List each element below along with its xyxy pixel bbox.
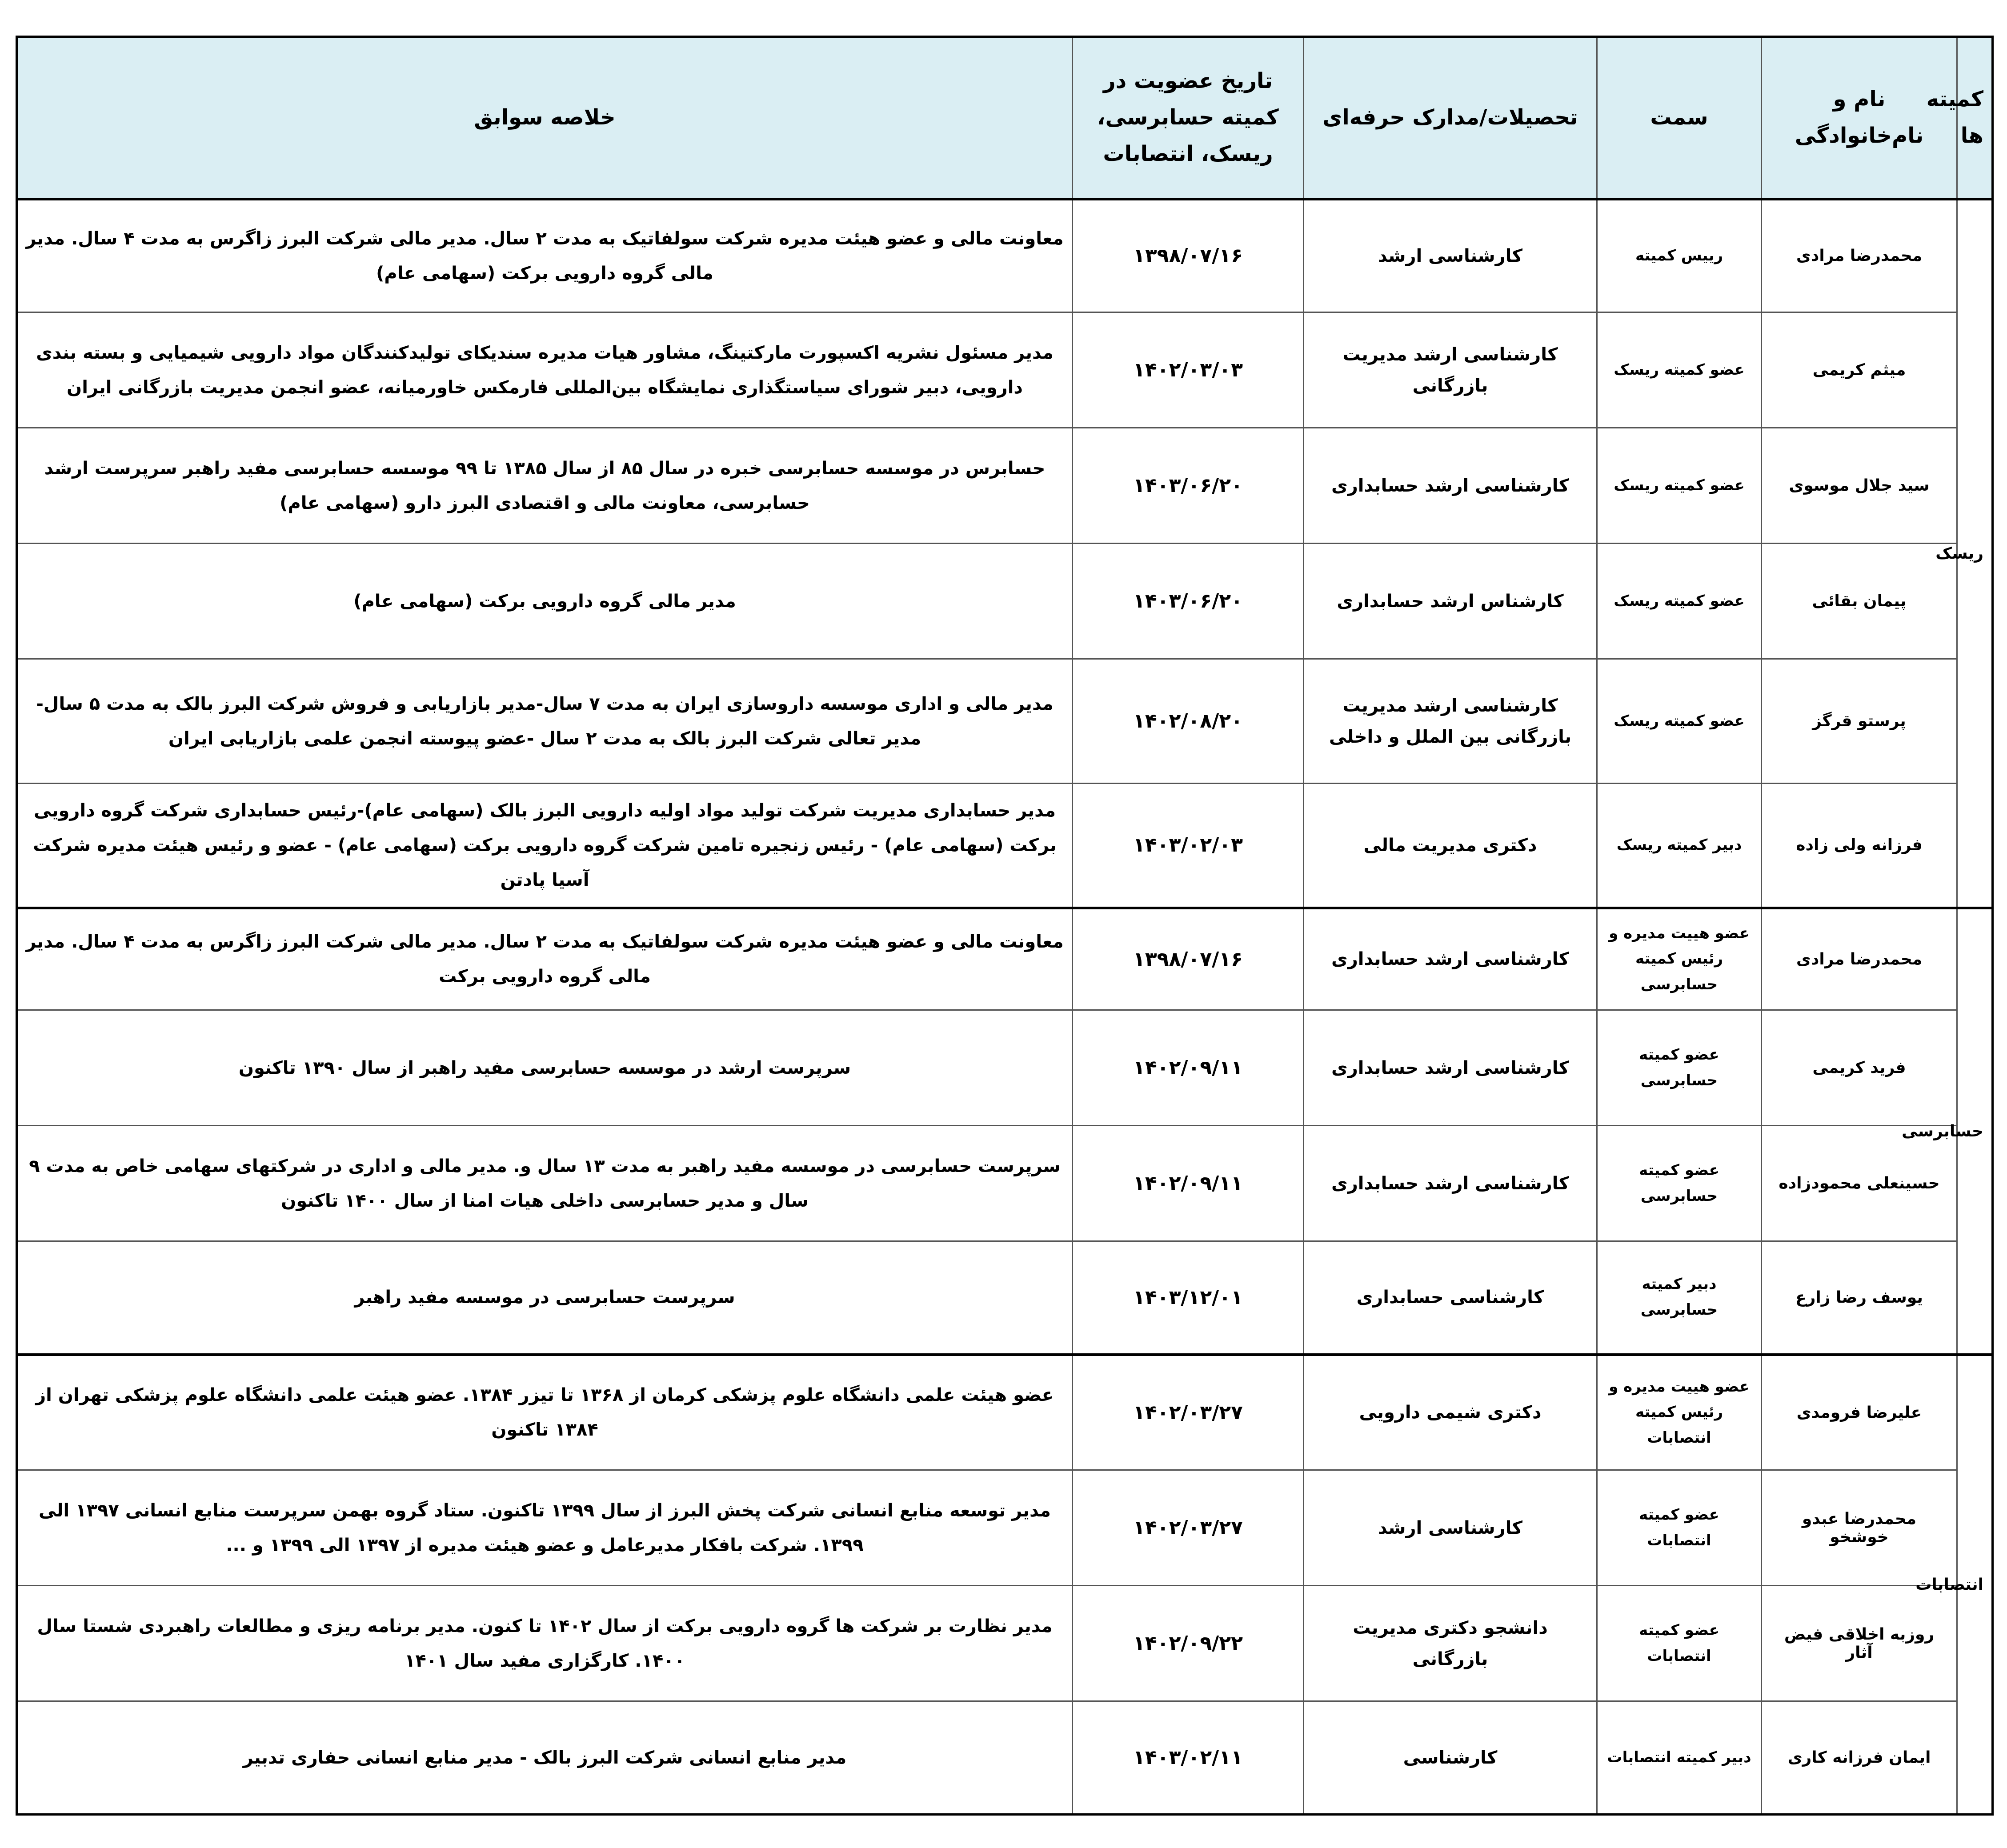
member-position: عضو کمیته ریسک	[1597, 659, 1762, 784]
member-name: محمدرضا مرادی	[1762, 199, 1957, 312]
member-date: ۱۴۰۲/۰۹/۲۲	[1073, 1586, 1304, 1701]
header-name: نام و نام‌خانوادگی	[1762, 37, 1957, 199]
member-education: کارشناسی ارشد حسابداری	[1304, 428, 1597, 544]
member-summary: سرپرست حسابرسی در موسسه مفید راهبر	[17, 1241, 1073, 1355]
member-date: ۱۴۰۲/۰۹/۱۱	[1073, 1126, 1304, 1241]
member-summary: مدیر توسعه منابع انسانی شرکت پخش البرز از سال ۱۳۹۹ تاکنون. ستاد گروه بهمن سرپرست منابع انسانی ۱۳۹۷ الی ۱۳۹۹. شرکت بافکار مدیرعامل و عضو هیئت مدیره از ۱۳۹۷ الی ۱۳۹۹ و ...	[17, 1470, 1073, 1586]
member-position: عضو کمیته انتصابات	[1597, 1470, 1762, 1586]
table-row	[17, 908, 1993, 1010]
member-date: ۱۴۰۳/۰۲/۰۳	[1073, 784, 1304, 908]
table-row	[17, 428, 1993, 544]
member-education: کارشناسی ارشد	[1304, 199, 1597, 312]
table-row	[17, 199, 1993, 312]
member-position: عضو کمیته انتصابات	[1597, 1586, 1762, 1701]
committees-document	[18, 36, 1994, 1815]
member-date: ۱۳۹۸/۰۷/۱۶	[1073, 908, 1304, 1010]
header-row	[17, 37, 1993, 199]
member-position: عضو کمیته حسابرسی	[1597, 1010, 1762, 1126]
member-summary: معاونت مالی و عضو هیئت مدیره شرکت سولفاتیک به مدت ۲ سال. مدیر مالی شرکت البرز زاگرس به مدت ۴ سال. مدیر مالی گروه دارویی برکت	[17, 908, 1073, 1010]
member-education: دانشجو دکتری مدیریت بازرگانی	[1304, 1586, 1597, 1701]
header-position: سمت	[1597, 37, 1762, 199]
member-summary: مدیر مالی و اداری موسسه داروسازی ایران به مدت ۷ سال-مدیر بازاریابی و فروش شرکت البرز بالک به مدت ۵ سال-مدیر تعالی شرکت البرز بالک به مدت ۲ سال -عضو پیوسته انجمن علمی بازاریابی ایران	[17, 659, 1073, 784]
member-education: کارشناسی ارشد مدیریت بازرگانی	[1304, 312, 1597, 428]
member-name: حسینعلی محمودزاده	[1762, 1126, 1957, 1241]
header-committee: کمیته ها	[1957, 37, 1993, 199]
member-position: عضو کمیته ریسک	[1597, 428, 1762, 544]
member-education: دکتری شیمی دارویی	[1304, 1355, 1597, 1470]
member-summary: مدیر نظارت بر شرکت ها گروه دارویی برکت از سال ۱۴۰۲ تا کنون. مدیر برنامه ریزی و مطالعات راهبردی شستا سال ۱۴۰۰. کارگزاری مفید سال ۱۴۰۱	[17, 1586, 1073, 1701]
member-date: ۱۴۰۳/۰۲/۱۱	[1073, 1701, 1304, 1815]
member-date: ۱۳۹۸/۰۷/۱۶	[1073, 199, 1304, 312]
header-education: تحصیلات/مدارک حرفه‌ای	[1304, 37, 1597, 199]
member-name: محمدرضا عبدو خوشخو	[1762, 1470, 1957, 1586]
member-position: رییس کمیته	[1597, 199, 1762, 312]
member-education: کارشناس ارشد حسابداری	[1304, 544, 1597, 659]
committee-appointments: انتصابات	[1957, 1355, 1993, 1815]
member-date: ۱۴۰۲/۰۸/۲۰	[1073, 659, 1304, 784]
table-row	[17, 1241, 1993, 1355]
member-education: کارشناسی ارشد مدیریت بازرگانی بین الملل و داخلی	[1304, 659, 1597, 784]
table-row	[17, 1470, 1993, 1586]
member-position: عضو کمیته ریسک	[1597, 544, 1762, 659]
member-name: پرستو قرگز	[1762, 659, 1957, 784]
member-summary: عضو هیئت علمی دانشگاه علوم پزشکی کرمان از ۱۳۶۸ تا تیزر ۱۳۸۴. عضو هیئت علمی دانشگاه علوم پزشکی تهران از ۱۳۸۴ تاکنون	[17, 1355, 1073, 1470]
member-date: ۱۴۰۲/۰۳/۲۷	[1073, 1355, 1304, 1470]
table-row	[17, 1701, 1993, 1815]
member-education: کارشناسی ارشد	[1304, 1470, 1597, 1586]
table-row	[17, 1355, 1993, 1470]
member-education: کارشناسی حسابداری	[1304, 1241, 1597, 1355]
member-position: عضو کمیته حسابرسی	[1597, 1126, 1762, 1241]
member-name: میثم کریمی	[1762, 312, 1957, 428]
member-summary: سرپرست حسابرسی در موسسه مفید راهبر به مدت ۱۳ سال و. مدیر مالی و اداری در شرکتهای سهامی خاص به مدت ۹ سال و مدیر حسابرسی داخلی هیات امنا از سال ۱۴۰۰ تاکنون	[17, 1126, 1073, 1241]
committee-audit: حسابرسی	[1957, 908, 1993, 1355]
member-date: ۱۴۰۲/۰۳/۰۳	[1073, 312, 1304, 428]
table-row	[17, 312, 1993, 428]
member-date: ۱۴۰۳/۰۶/۲۰	[1073, 544, 1304, 659]
member-date: ۱۴۰۲/۰۳/۲۷	[1073, 1470, 1304, 1586]
member-summary: مدیر منابع انسانی شرکت البرز بالک - مدیر منابع انسانی حفاری تدبیر	[17, 1701, 1073, 1815]
member-education: کارشناسی ارشد حسابداری	[1304, 908, 1597, 1010]
member-name: روزبه اخلاقی فیض آثار	[1762, 1586, 1957, 1701]
member-summary: سرپرست ارشد در موسسه حسابرسی مفید راهبر از سال ۱۳۹۰ تاکنون	[17, 1010, 1073, 1126]
member-education: کارشناسی	[1304, 1701, 1597, 1815]
member-name: ایمان فرزانه کاری	[1762, 1701, 1957, 1815]
table-row	[17, 659, 1993, 784]
committees-table	[16, 36, 1994, 1816]
member-summary: حسابرس در موسسه حسابرسی خبره در سال ۸۵ از سال ۱۳۸۵ تا ۹۹ موسسه حسابرسی مفید راهبر سرپرست ارشد حسابرسی، معاونت مالی و اقتصادی البرز دارو (سهامی عام)	[17, 428, 1073, 544]
member-date: ۱۴۰۳/۰۶/۲۰	[1073, 428, 1304, 544]
table-row	[17, 1586, 1993, 1701]
member-name: فرزانه ولی زاده	[1762, 784, 1957, 908]
member-name: سید جلال موسوی	[1762, 428, 1957, 544]
member-date: ۱۴۰۲/۰۹/۱۱	[1073, 1010, 1304, 1126]
member-position: عضو هییت مدیره و رئیس کمیته حسابرسی	[1597, 908, 1762, 1010]
member-name: فرید کریمی	[1762, 1010, 1957, 1126]
member-position: عضو کمیته ریسک	[1597, 312, 1762, 428]
member-name: پیمان بقائی	[1762, 544, 1957, 659]
table-row	[17, 1010, 1993, 1126]
table-row	[17, 544, 1993, 659]
header-membership-date: تاریخ عضویت در کمیته حسابرسی، ریسک، انتصابات	[1073, 37, 1304, 199]
member-name: علیرضا فرومدی	[1762, 1355, 1957, 1470]
committee-risk: ریسک	[1957, 199, 1993, 908]
member-summary: مدیر حسابداری مدیریت شرکت تولید مواد اولیه دارویی البرز بالک (سهامی عام)-رئیس حسابداری شرکت گروه دارویی برکت (سهامی عام) - رئیس زنجیره تامین شرکت گروه دارویی برکت (سهامی عام) - عضو و رئیس هیئت مدیره شرکت آسیا پادتن	[17, 784, 1073, 908]
member-education: کارشناسی ارشد حسابداری	[1304, 1126, 1597, 1241]
header-background: خلاصه سوابق	[17, 37, 1073, 199]
member-date: ۱۴۰۳/۱۲/۰۱	[1073, 1241, 1304, 1355]
member-position: عضو هییت مدیره و رئیس کمیته انتصابات	[1597, 1355, 1762, 1470]
member-summary: مدیر مسئول نشریه اکسپورت مارکتینگ، مشاور هیات مدیره سندیکای تولیدکنندگان مواد دارویی شیمیایی و بسته بندی دارویی، دبیر شورای سیاستگذاری نمایشگاه بین‌المللی فارمکس خاورمیانه، عضو انجمن مدیریت بازرگانی ایران	[17, 312, 1073, 428]
table-row	[17, 784, 1993, 908]
member-name: محمدرضا مرادی	[1762, 908, 1957, 1010]
member-position: دبیر کمیته حسابرسی	[1597, 1241, 1762, 1355]
member-education: کارشناسی ارشد حسابداری	[1304, 1010, 1597, 1126]
member-name: یوسف رضا زارع	[1762, 1241, 1957, 1355]
member-position: دبیر کمیته انتصابات	[1597, 1701, 1762, 1815]
member-position: دبیر کمیته ریسک	[1597, 784, 1762, 908]
table-row	[17, 1126, 1993, 1241]
member-summary: معاونت مالی و عضو هیئت مدیره شرکت سولفاتیک به مدت ۲ سال. مدیر مالی شرکت البرز زاگرس به مدت ۴ سال. مدیر مالی گروه دارویی برکت (سهامی عام)	[17, 199, 1073, 312]
member-education: دکتری مدیریت مالی	[1304, 784, 1597, 908]
member-summary: مدیر مالی گروه دارویی برکت (سهامی عام)	[17, 544, 1073, 659]
